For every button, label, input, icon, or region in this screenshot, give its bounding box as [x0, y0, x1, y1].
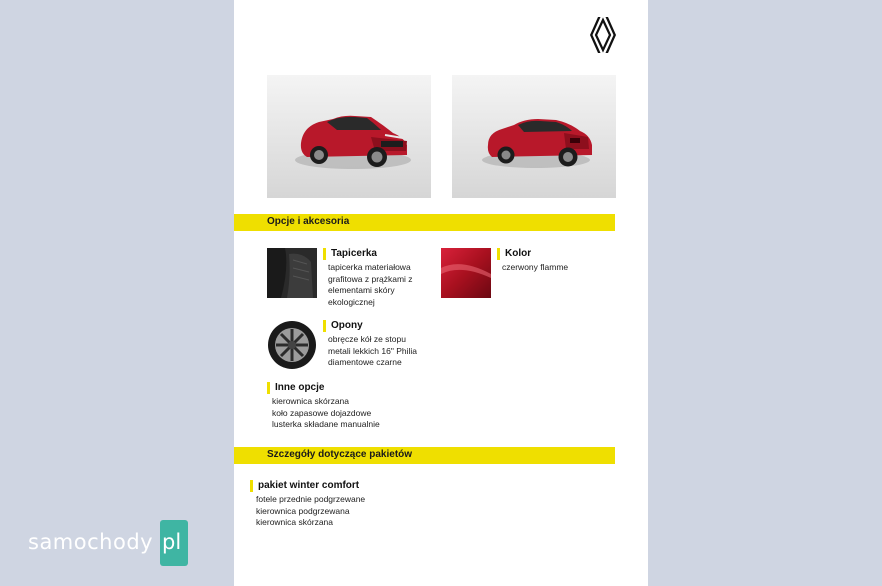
packages-section-title: Szczegóły dotyczące pakietów	[267, 449, 413, 460]
package-items: fotele przednie podgrzewane kierownica podgrzewana kierownica skórzana	[256, 494, 366, 527]
options-section-header	[234, 214, 615, 231]
packages-section-header	[234, 447, 615, 464]
watermark-suffix: pl	[162, 530, 182, 554]
other-options-list: kierownica skórzana koło zapasowe dojazdowe lusterka składane manualnie	[272, 396, 380, 429]
tires-description: obręcze kół ze stopu metali lekkich 16" Philia diamentowe czarne	[328, 334, 418, 367]
tires-title: Opony	[323, 320, 363, 332]
other-options-title: Inne opcje	[267, 382, 324, 394]
package-title: pakiet winter comfort	[250, 480, 359, 492]
upholstery-description: tapicerka materiałowa grafitowa z prążkami z elementami skóry ekologicznej	[328, 262, 413, 307]
color-title: Kolor	[497, 248, 531, 260]
renault-logo-icon	[589, 16, 617, 54]
watermark-badge	[160, 520, 188, 566]
car-front-photo	[267, 75, 431, 198]
upholstery-title: Tapicerka	[323, 248, 377, 260]
car-rear-photo	[452, 75, 616, 198]
spec-sheet-page	[234, 0, 648, 586]
color-description: czerwony flamme	[502, 262, 569, 272]
options-section-title: Opcje i akcesoria	[267, 216, 350, 227]
upholstery-thumbnail	[267, 248, 317, 298]
wheel-thumbnail	[267, 320, 317, 370]
color-swatch	[441, 248, 491, 298]
watermark-text: samochody	[28, 530, 154, 554]
